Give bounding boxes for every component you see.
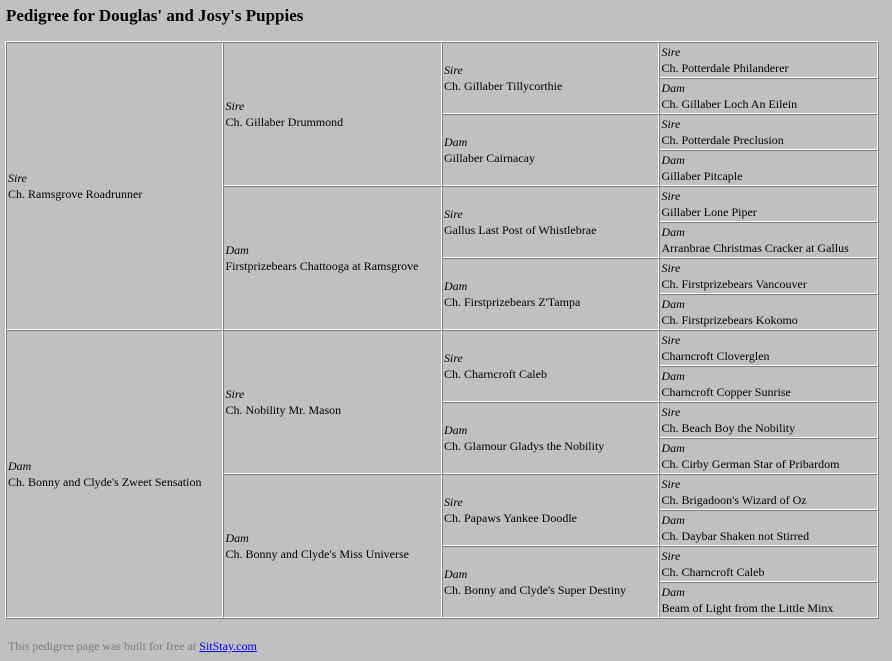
gen3-cell bbox=[442, 402, 659, 474]
parent-role-label: Dam bbox=[443, 423, 468, 437]
parent-role-label: Sire bbox=[661, 261, 681, 275]
dog-name: Beam of Light from the Little Minx bbox=[661, 601, 834, 615]
parent-role-label: Sire bbox=[661, 45, 681, 59]
dog-name: Charncroft Cloverglen bbox=[661, 349, 770, 363]
dog-name: Ch. Bonny and Clyde's Super Destiny bbox=[443, 583, 627, 597]
gen4-cell bbox=[659, 294, 878, 330]
parent-role-label: Dam bbox=[661, 441, 685, 455]
parent-role-label: Sire bbox=[443, 207, 463, 221]
parent-role-label: Dam bbox=[225, 243, 249, 257]
dog-name: Gillaber Pitcaple bbox=[661, 169, 743, 183]
dog-name: Ch. Gillaber Drummond bbox=[225, 115, 344, 129]
page-title: Pedigree for Douglas' and Josy's Puppies bbox=[6, 6, 304, 25]
gen3-cell bbox=[442, 474, 659, 546]
gen4-cell bbox=[659, 330, 878, 366]
gen4-cell bbox=[659, 258, 878, 294]
gen3-cell bbox=[442, 186, 659, 258]
gen1-cell bbox=[6, 330, 223, 618]
dog-name: Ch. Cirby German Star of Pribardom bbox=[661, 457, 840, 471]
gen4-cell bbox=[659, 438, 878, 474]
parent-role-label: Dam bbox=[443, 567, 468, 581]
gen4-cell bbox=[659, 42, 878, 78]
parent-role-label: Sire bbox=[225, 387, 245, 401]
gen4-cell bbox=[659, 150, 878, 186]
gen3-cell bbox=[442, 330, 659, 402]
gen4-cell bbox=[659, 78, 878, 114]
parent-role-label: Sire bbox=[443, 63, 463, 77]
gen4-cell bbox=[659, 546, 878, 582]
dog-name: Ch. Glamour Gladys the Nobility bbox=[443, 439, 605, 453]
gen4-cell bbox=[659, 474, 878, 510]
gen2-cell bbox=[223, 474, 442, 618]
dog-name: Gillaber Lone Piper bbox=[661, 205, 757, 219]
footer-text: This pedigree page was built for free at bbox=[8, 639, 197, 653]
gen3-cell bbox=[442, 114, 659, 186]
dog-name: Ch. Charncroft Caleb bbox=[661, 565, 765, 579]
dog-name: Firstprizebears Chattooga at Ramsgrove bbox=[225, 259, 419, 273]
parent-role-label: Dam bbox=[661, 369, 685, 383]
parent-role-label: Sire bbox=[8, 171, 27, 185]
dog-name: Ch. Papaws Yankee Doodle bbox=[443, 511, 577, 525]
dog-name: Ch. Firstprizebears Z'Tampa bbox=[443, 295, 581, 309]
parent-role-label: Dam bbox=[661, 225, 685, 239]
dog-name: Ch. Gillaber Tillycorthie bbox=[443, 79, 563, 93]
dog-name: Ch. Nobility Mr. Mason bbox=[225, 403, 342, 417]
gen4-cell bbox=[659, 366, 878, 402]
gen4-cell bbox=[659, 510, 878, 546]
gen2-cell bbox=[223, 330, 442, 474]
dog-name: Ch. Beach Boy the Nobility bbox=[661, 421, 796, 435]
dog-name: Ch. Daybar Shaken not Stirred bbox=[661, 529, 810, 543]
dog-name: Ch. Firstprizebears Kokomo bbox=[661, 313, 798, 327]
pedigree-row bbox=[6, 42, 878, 78]
parent-role-label: Sire bbox=[661, 477, 681, 491]
pedigree-row bbox=[6, 330, 878, 366]
dog-name: Ch. Bonny and Clyde's Miss Universe bbox=[225, 547, 409, 561]
parent-role-label: Dam bbox=[443, 279, 468, 293]
parent-role-label: Dam bbox=[225, 531, 249, 545]
sitstay-link[interactable]: SitStay.com bbox=[199, 639, 257, 653]
gen4-cell bbox=[659, 186, 878, 222]
dog-name: Ch. Potterdale Philanderer bbox=[661, 61, 789, 75]
pedigree-table bbox=[5, 41, 879, 619]
parent-role-label: Dam bbox=[661, 297, 685, 311]
parent-role-label: Sire bbox=[661, 333, 681, 347]
dog-name: Gillaber Cairnacay bbox=[443, 151, 535, 165]
footer bbox=[8, 639, 257, 654]
parent-role-label: Sire bbox=[443, 495, 463, 509]
parent-role-label: Dam bbox=[8, 459, 32, 473]
parent-role-label: Sire bbox=[661, 549, 681, 563]
dog-name: Ch. Gillaber Loch An Eilein bbox=[661, 97, 798, 111]
gen3-cell bbox=[442, 546, 659, 618]
gen2-cell bbox=[223, 42, 442, 186]
dog-name: Ch. Brigadoon's Wizard of Oz bbox=[661, 493, 807, 507]
dog-name: Ch. Firstprizebears Vancouver bbox=[661, 277, 807, 291]
dog-name: Charncroft Copper Sunrise bbox=[661, 385, 791, 399]
gen1-cell bbox=[6, 42, 223, 330]
parent-role-label: Dam bbox=[661, 585, 685, 599]
parent-role-label: Sire bbox=[661, 117, 681, 131]
dog-name: Ch. Potterdale Preclusion bbox=[661, 133, 784, 147]
gen4-cell bbox=[659, 582, 878, 618]
parent-role-label: Sire bbox=[225, 99, 245, 113]
gen4-cell bbox=[659, 222, 878, 258]
parent-role-label: Dam bbox=[661, 513, 685, 527]
dog-name: Arranbrae Christmas Cracker at Gallus bbox=[661, 241, 849, 255]
gen2-cell bbox=[223, 186, 442, 330]
dog-name: Ch. Charncroft Caleb bbox=[443, 367, 547, 381]
parent-role-label: Sire bbox=[443, 351, 463, 365]
parent-role-label: Sire bbox=[661, 189, 681, 203]
gen4-cell bbox=[659, 114, 878, 150]
gen3-cell bbox=[442, 42, 659, 114]
parent-role-label: Dam bbox=[443, 135, 468, 149]
dog-name: Gallus Last Post of Whistlebrae bbox=[443, 223, 597, 237]
dog-name: Ch. Bonny and Clyde's Zweet Sensation bbox=[8, 475, 202, 489]
parent-role-label: Dam bbox=[661, 153, 685, 167]
parent-role-label: Sire bbox=[661, 405, 681, 419]
gen4-cell bbox=[659, 402, 878, 438]
parent-role-label: Dam bbox=[661, 81, 685, 95]
dog-name: Ch. Ramsgrove Roadrunner bbox=[8, 187, 143, 201]
gen3-cell bbox=[442, 258, 659, 330]
